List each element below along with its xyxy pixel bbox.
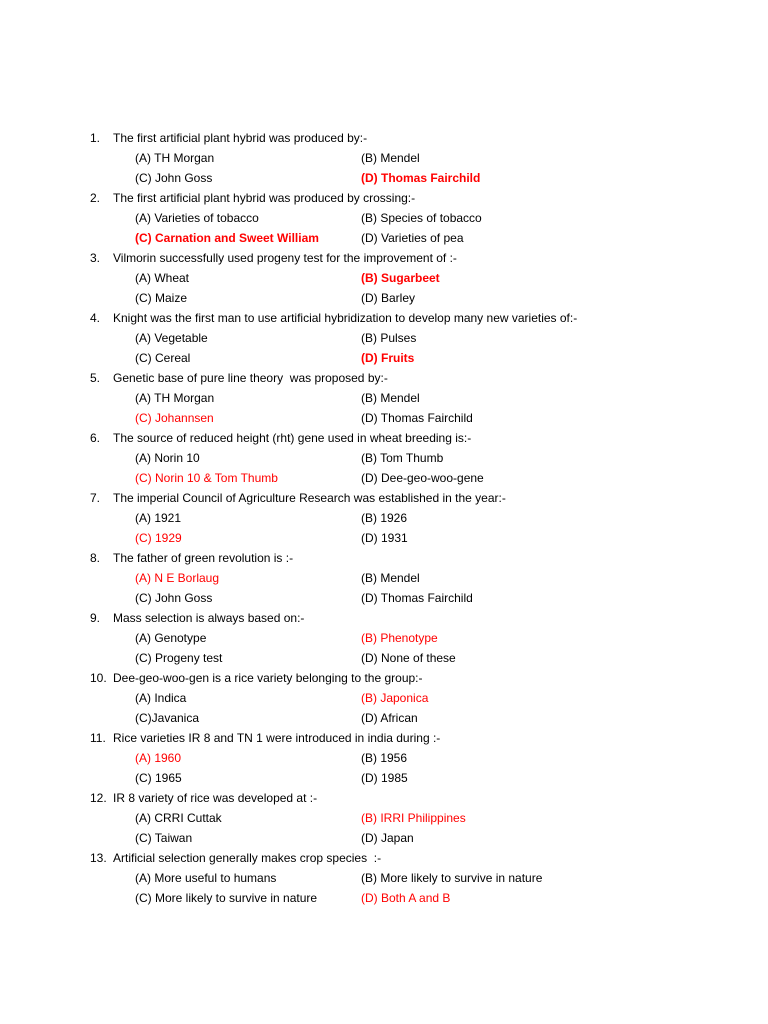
option-c: (C) 1965: [135, 771, 182, 785]
question-number: 9.: [90, 611, 101, 625]
question-text: The father of green revolution is :-: [113, 551, 294, 565]
option-a: (A) Wheat: [135, 271, 190, 285]
option-c: (C)Javanica: [135, 711, 200, 725]
option-d: (D) Dee-geo-woo-gene: [361, 471, 484, 485]
option-d: (D) Thomas Fairchild: [361, 411, 473, 425]
question-number: 5.: [90, 371, 101, 385]
question-number: 2.: [90, 191, 101, 205]
option-c: (C) John Goss: [135, 591, 213, 605]
question-number: 7.: [90, 491, 101, 505]
question-10: [0, 668, 768, 728]
question-6: [0, 428, 768, 488]
option-b-correct: (B) IRRI Philippines: [361, 811, 466, 825]
option-a: (A) TH Morgan: [135, 391, 215, 405]
option-b: (B) Species of tobacco: [361, 211, 482, 225]
question-text: Genetic base of pure line theory was proposed by:-: [113, 371, 388, 385]
option-c-correct: (C) Johannsen: [135, 411, 214, 425]
question-text: Vilmorin successfully used progeny test for the improvement of :-: [113, 251, 457, 265]
option-a: (A) TH Morgan: [135, 151, 215, 165]
question-text: Rice varieties IR 8 and TN 1 were introduced in india during :-: [113, 731, 441, 745]
question-number: 10.: [90, 671, 107, 685]
option-c: (C) More likely to survive in nature: [135, 891, 318, 905]
question-number: 1.: [90, 131, 101, 145]
option-d: (D) Thomas Fairchild: [361, 591, 473, 605]
option-d-correct: (D) Fruits: [361, 351, 415, 365]
option-b: (B) Tom Thumb: [361, 451, 444, 465]
question-9: [0, 608, 768, 668]
option-c: (C) John Goss: [135, 171, 213, 185]
option-c: (C) Progeny test: [135, 651, 223, 665]
question-number: 6.: [90, 431, 101, 445]
question-3: [0, 248, 768, 308]
option-b: (B) More likely to survive in nature: [361, 871, 543, 885]
option-d: (D) African: [361, 711, 418, 725]
question-2: [0, 188, 768, 248]
question-number: 13.: [90, 851, 107, 865]
question-text: Dee-geo-woo-gen is a rice variety belonging to the group:-: [113, 671, 423, 685]
option-a: (A) Varieties of tobacco: [135, 211, 259, 225]
option-b: (B) 1956: [361, 751, 408, 765]
question-text: Mass selection is always based on:-: [113, 611, 305, 625]
question-12: [0, 788, 768, 848]
option-d: (D) Varieties of pea: [361, 231, 464, 245]
option-b-correct: (B) Sugarbeet: [361, 271, 440, 285]
question-13: [0, 848, 768, 908]
option-a: (A) Genotype: [135, 631, 207, 645]
option-d-correct: (D) Both A and B: [361, 891, 451, 905]
question-text: The source of reduced height (rht) gene used in wheat breeding is:-: [113, 431, 472, 445]
option-d: (D) Japan: [361, 831, 414, 845]
question-number: 8.: [90, 551, 101, 565]
question-number: 11.: [90, 731, 106, 745]
option-a: (A) Norin 10: [135, 451, 200, 465]
option-c: (C) Taiwan: [135, 831, 193, 845]
question-text: The first artificial plant hybrid was produced by:-: [113, 131, 368, 145]
option-c-correct: (C) 1929: [135, 531, 182, 545]
option-a: (A) Vegetable: [135, 331, 208, 345]
option-b-correct: (B) Japonica: [361, 691, 429, 705]
option-d: (D) Barley: [361, 291, 416, 305]
question-5: [0, 368, 768, 428]
option-b-correct: (B) Phenotype: [361, 631, 438, 645]
option-c-correct: (C) Norin 10 & Tom Thumb: [135, 471, 278, 485]
option-b: (B) Pulses: [361, 331, 417, 345]
option-b: (B) Mendel: [361, 151, 420, 165]
question-4: [0, 308, 768, 368]
option-b: (B) Mendel: [361, 571, 420, 585]
option-a-correct: (A) N E Borlaug: [135, 571, 220, 585]
option-d: (D) 1931: [361, 531, 408, 545]
option-a: (A) CRRI Cuttak: [135, 811, 222, 825]
question-number: 4.: [90, 311, 101, 325]
question-11: [0, 728, 768, 788]
option-d: (D) None of these: [361, 651, 456, 665]
question-number: 3.: [90, 251, 101, 265]
question-text: Artificial selection generally makes crop species :-: [113, 851, 382, 865]
option-b: (B) 1926: [361, 511, 408, 525]
option-a: (A) Indica: [135, 691, 187, 705]
option-c-correct: (C) Carnation and Sweet William: [135, 231, 319, 245]
option-c: (C) Cereal: [135, 351, 191, 365]
option-a: (A) More useful to humans: [135, 871, 277, 885]
option-d-correct: (D) Thomas Fairchild: [361, 171, 481, 185]
option-a: (A) 1921: [135, 511, 182, 525]
question-text: The first artificial plant hybrid was produced by crossing:-: [113, 191, 416, 205]
question-text: IR 8 variety of rice was developed at :-: [113, 791, 318, 805]
option-c: (C) Maize: [135, 291, 188, 305]
option-b: (B) Mendel: [361, 391, 420, 405]
option-d: (D) 1985: [361, 771, 408, 785]
question-number: 12.: [90, 791, 107, 805]
question-text: Knight was the first man to use artificial hybridization to develop many new varieties of:-: [113, 311, 578, 325]
question-text: The imperial Council of Agriculture Research was established in the year:-: [113, 491, 506, 505]
option-a-correct: (A) 1960: [135, 751, 182, 765]
question-8: [0, 548, 768, 608]
question-7: [0, 488, 768, 548]
question-1: [0, 128, 768, 188]
